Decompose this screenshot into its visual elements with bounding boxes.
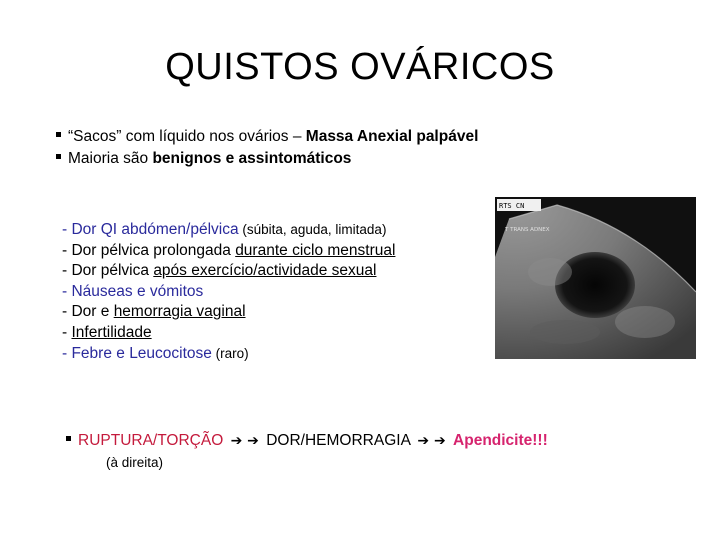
ultrasound-label: RTS CN xyxy=(499,202,525,210)
pain-text: DOR/HEMORRAGIA xyxy=(266,432,411,449)
arrow-right-icon: ➔ ➔ xyxy=(417,433,446,449)
intro-text: “Sacos” com líquido nos ovários – xyxy=(68,128,306,145)
ultrasound-graphic xyxy=(495,197,696,359)
square-bullet-icon xyxy=(56,154,61,159)
intro-bullets xyxy=(56,126,478,170)
result-text: Apendicite!!! xyxy=(453,432,548,449)
symptom-underlined: durante ciclo menstrual xyxy=(235,241,396,259)
symptom-text: - Dor pélvica xyxy=(62,262,154,280)
symptom-item xyxy=(62,282,395,303)
symptom-item xyxy=(62,344,395,365)
symptom-text: - Febre e Leucocitose xyxy=(62,344,212,362)
symptom-underlined: hemorragia vaginal xyxy=(113,303,246,321)
symptom-list xyxy=(62,220,395,364)
symptom-item xyxy=(62,220,395,241)
rupture-text: RUPTURA/TORÇÃO xyxy=(78,432,224,449)
ultrasound-image xyxy=(495,197,696,359)
intro-emphasis: Massa Anexial palpável xyxy=(305,128,479,145)
square-bullet-icon xyxy=(66,436,71,441)
symptom-underlined: Infertilidade xyxy=(71,323,152,341)
symptom-text: - Dor pélvica prolongada xyxy=(62,241,236,259)
cyst-shape xyxy=(555,252,635,318)
symptom-item xyxy=(62,302,395,323)
intro-emphasis: benignos e assintomáticos xyxy=(152,150,352,167)
symptom-detail: (súbita, aguda, limitada) xyxy=(238,222,387,237)
symptom-text: - Náuseas e vómitos xyxy=(62,282,204,300)
symptom-text: - Dor e xyxy=(62,303,114,321)
ultrasound-label: T TRANS ADNEX xyxy=(505,227,550,233)
symptom-text: - Dor QI abdómen/pélvica xyxy=(62,221,239,238)
arrow-right-icon: ➔ ➔ xyxy=(230,433,259,449)
side-note: (à direita) xyxy=(106,455,164,470)
symptom-text: - xyxy=(62,323,72,341)
symptom-item xyxy=(62,241,395,262)
square-bullet-icon xyxy=(56,132,61,137)
summary-line xyxy=(66,432,548,450)
slide-title: QUISTOS OVÁRICOS xyxy=(165,46,555,88)
symptom-item xyxy=(62,261,395,282)
intro-bullet-2 xyxy=(56,148,478,170)
symptom-detail: (raro) xyxy=(211,345,249,361)
intro-text: Maioria são xyxy=(68,150,153,167)
symptom-item xyxy=(62,323,395,344)
intro-bullet-1 xyxy=(56,126,478,148)
symptom-underlined: após exercício/actividade sexual xyxy=(153,262,377,280)
